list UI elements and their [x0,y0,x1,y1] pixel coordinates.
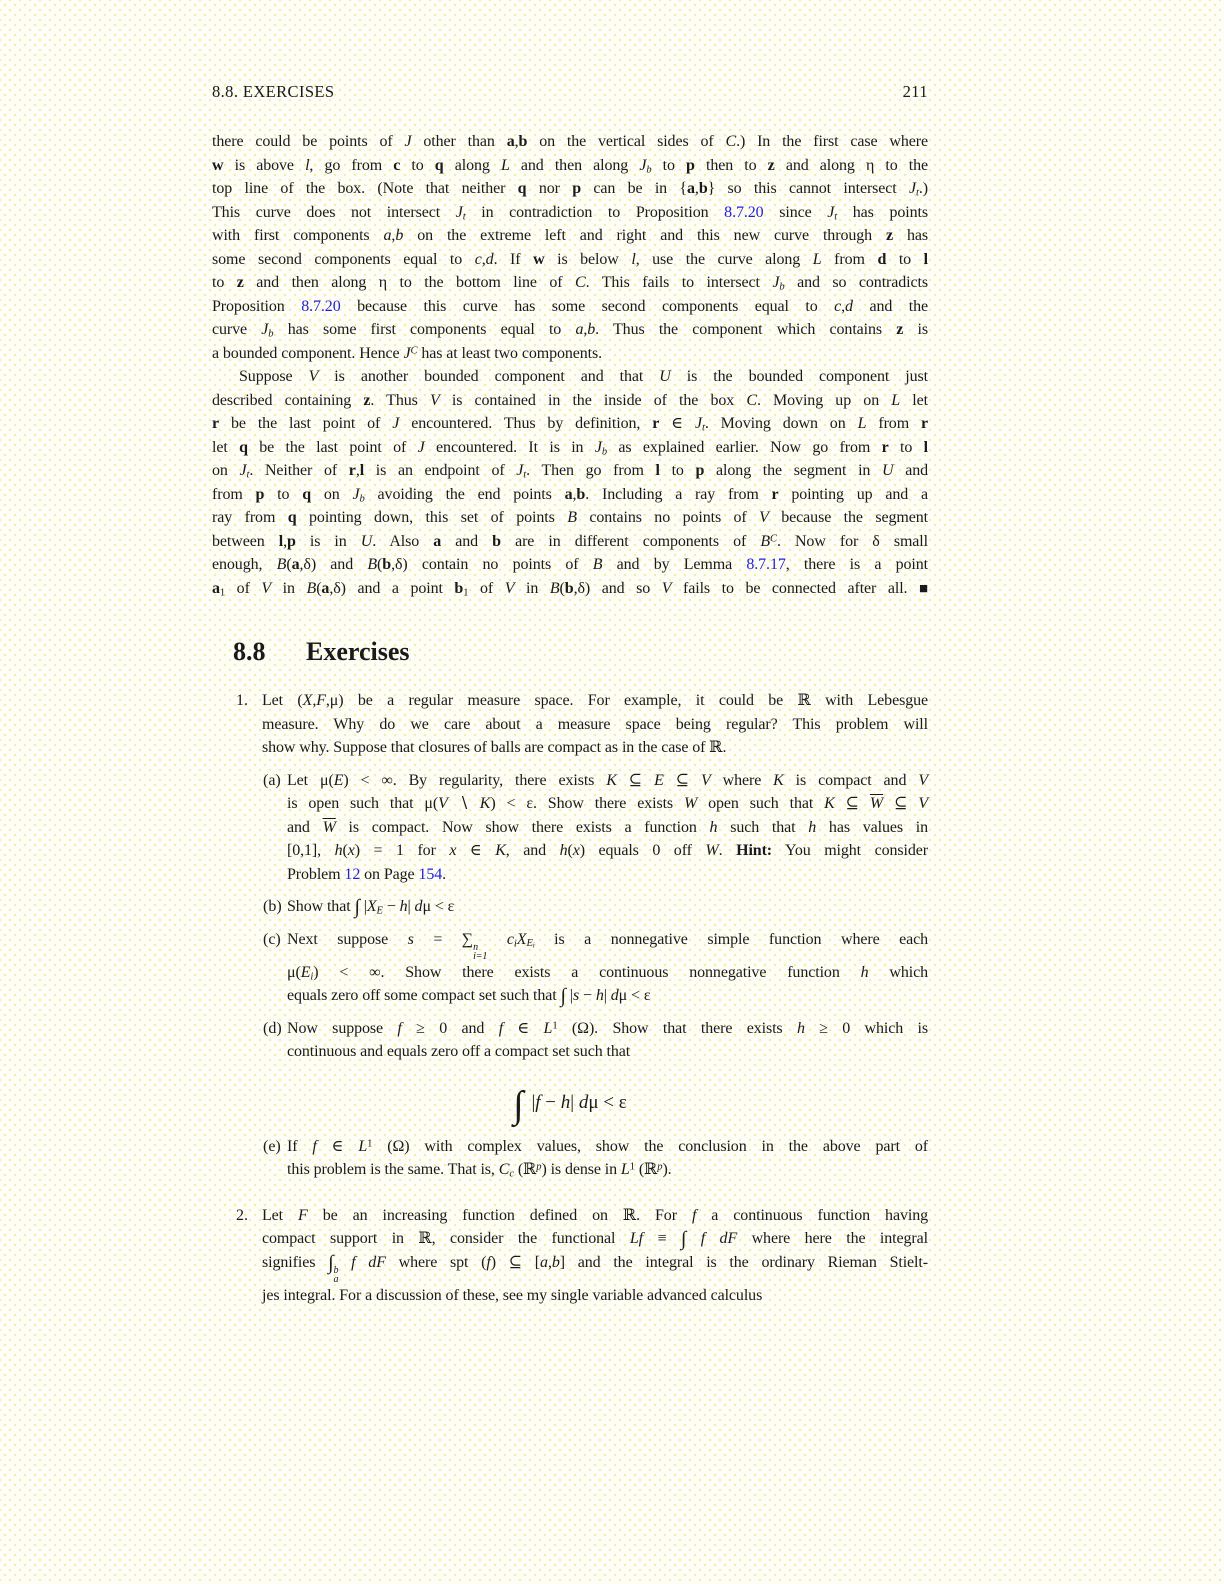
item-d-label: (d) [263,1019,282,1037]
text-line: equals zero off some compact set such that ∫ |s − h| dμ < ε [287,985,651,1007]
text-line: Now suppose f ≥ 0 and f ∈ $L^1$ (Ω). Show that there exists h ≥ 0 which is [287,1019,929,1037]
text-line: r be the last point of J encountered. Thus by definition, r ∈ $J_t$. Moving down on L from r [212,415,929,434]
running-header-section: 8.8. EXERCISES [212,82,335,101]
text-line: top line of the box. (Note that neither q nor p can be in {a,b} so this cannot intersect $J_t$.) [212,180,928,199]
proof-end-square: ■ [919,580,928,597]
text-line: with first components a,b on the extreme left and right and this new curve through z has [212,227,928,244]
section-number: 8.8 [233,637,266,666]
text-line: Proposition 8.7.20 because this curve has some second components equal to c,d and the [212,297,928,315]
display-equation: ∫ |f − h| dμ < ε [513,1083,627,1126]
text-line: Let F be an increasing function defined on ℝ. For f a continuous function having [262,1206,928,1224]
text-line: $\mu(E_i)$ < ∞. Show there exists a continuous nonnegative function h which [287,963,928,983]
text-line: to z and then along η to the bottom line of C. This fails to intersect $J_b$ and so contradicts [212,274,928,293]
section-title: Exercises [306,637,410,666]
exercise-1-intro [262,689,928,760]
text-line: from p to q on $J_b$ avoiding the end points a,b. Including a ray from r pointing up and a [212,485,928,505]
text-line: measure. Why do we care about a measure space being regular? This problem will [262,715,928,733]
text-line: Show that ∫ $|X_E - h|$ dμ < ε [287,896,455,918]
exercise-1-number: 1. [236,692,248,709]
item-e-label: (e) [263,1137,281,1155]
text-line: some second components equal to c,d. If w is below l, use the curve along L from d to l [212,250,928,268]
text-line: a bounded component. Hence $J^C$ has at least two components. [212,344,603,362]
text-line: Let (X,F,μ) be a regular measure space. For example, it could be ℝ with Lebesgue [262,692,929,709]
exercise-1-item-a [262,769,928,887]
text-line: enough, B(a,δ) and B(b,δ) contain no points of B and by Lemma 8.7.17, there is a point [212,556,928,573]
exercise-1-item-e [262,1135,928,1182]
text-line: Problem 12 on Page 154. [287,865,447,883]
text-line: [0,1], h(x) = 1 for x ∈ K, and h(x) equals 0 off W. Hint: You might consider [287,842,928,859]
paragraph-proof-1 [212,130,928,365]
text-line: described containing z. Thus V is contained in the inside of the box C. Moving up on L let [212,391,928,409]
text-line: Let μ(E) < ∞. By regularity, there exists K ⊆ E ⊆ V where K is compact and V [287,771,929,789]
text-line: this problem is the same. That is, $C_c$ (ℝ$^p$) is dense in $L^1$ (ℝ$^p$). [287,1161,672,1180]
ref-link[interactable]: 154 [418,865,443,883]
running-header [212,82,928,102]
text-line: let q be the last point of J encountered. It is in $J_b$ as explained earlier. Now go from r to l [212,438,928,458]
paragraph-proof-2 [212,365,928,601]
text-line: This curve does not intersect $J_t$ in contradiction to Proposition 8.7.20 since $J_t$ has points [212,203,928,223]
text-line: If f ∈ $L^1$ (Ω) with complex values, show the conclusion in the above part of [287,1137,929,1155]
exercise-2 [212,1204,928,1308]
text-line: and $\overline{W}$ is compact. Now show there exists a function h such that h has values in [287,818,928,836]
item-b-text [287,895,928,919]
item-a-text [287,769,928,887]
text-line: compact support in ℝ, consider the functional Lf ≡ ∫ f dF where here the integral [262,1228,928,1250]
text-line: Suppose V is another bounded component and that U is the bounded component just [239,368,928,385]
item-c-text [287,928,928,1008]
ref-link[interactable]: 8.7.20 [724,203,764,221]
exercise-1-item-c [262,928,928,1008]
text-line: show why. Suppose that closures of balls are compact as in the case of ℝ. [262,739,727,756]
ref-link[interactable]: 8.7.20 [301,297,341,315]
exercise-2-number: 2. [236,1206,248,1224]
text-line: jes integral. For a discussion of these, see my single variable advanced calculus [262,1286,763,1304]
text-line: is open such that μ(V ∖ K) < ε. Show there exists W open such that K ⊆ $\overline{W}$ ⊆ V [287,795,928,812]
text-line: there could be points of J other than a,b on the vertical sides of C.) In the first case where [212,133,928,150]
text-line: signifies ∫ b a f dF where spt (f) ⊆ [a,b] and the integral is the ordinary Rieman Stielt- [262,1251,928,1285]
text-line: on $J_t$. Neither of r,l is an endpoint of $J_t$. Then go from l to p along the segment in U and [212,462,929,481]
item-c-label: (c) [263,930,281,948]
text-line: between l,p is in U. Also a and b are in different components of $B^C$. Now for δ small [212,532,928,550]
text-line: ray from q pointing down, this set of points B contains no points of V because the segment [212,509,928,526]
exercise-1-item-b [262,895,928,919]
exercise-1-item-d [262,1017,928,1126]
item-b-label: (b) [263,898,282,915]
text-line: Next suppose s = ∑ n i=1 $c_iX_{E_i}$ is a nonnegative simple function where each [287,930,929,962]
item-a-label: (a) [263,771,281,789]
exercise-2-text [262,1204,928,1308]
item-d-text [287,1017,928,1064]
text-line: $a_1$ of V in B(a,δ) and a point $b_1$ of V in B(b,δ) and so V fails to be connected after all. ■ [212,579,928,599]
ref-link[interactable]: 8.7.17 [746,556,786,573]
text-line: w is above l, go from c to q along L and then along $J_b$ to p then to z and along η to the [212,156,928,176]
exercise-1 [212,689,928,1182]
item-e-text [287,1135,928,1182]
ref-link[interactable]: 12 [344,865,361,883]
page-number: 211 [902,82,928,101]
section-heading [233,633,928,671]
text-line: curve $J_b$ has some first components equal to a,b. Thus the component which contains z is [212,321,928,340]
text-line: continuous and equals zero off a compact set such that [287,1043,631,1060]
page-content [212,0,928,1307]
